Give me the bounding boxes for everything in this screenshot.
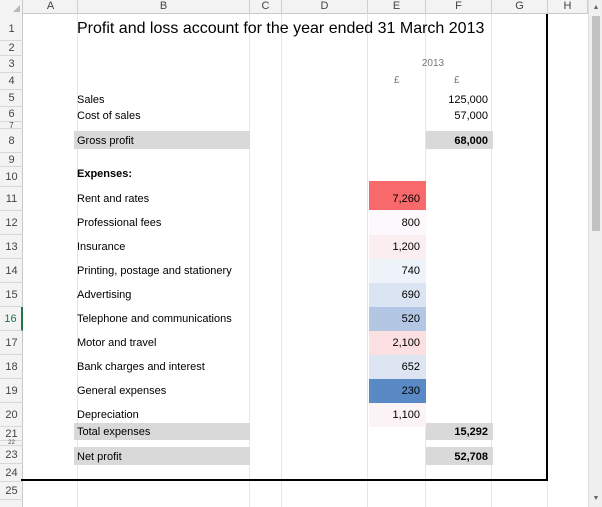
expense-value: 690 <box>401 289 420 301</box>
row-header[interactable]: 4 <box>0 73 23 90</box>
row-header[interactable]: 11 <box>0 187 23 211</box>
currency-symbol-e[interactable]: £ <box>394 75 400 86</box>
scrollbar-thumb[interactable] <box>592 16 600 231</box>
row-header[interactable]: 10 <box>0 167 23 187</box>
column-header-b[interactable]: B <box>78 0 250 14</box>
row-header[interactable]: 21 <box>0 427 23 441</box>
expense-label[interactable]: Depreciation <box>77 409 139 421</box>
total-expenses-label: Total expenses <box>77 426 151 438</box>
row-header[interactable]: 2 <box>0 41 23 56</box>
total-expenses-value: 15,292 <box>454 426 488 438</box>
row-header[interactable]: 8 <box>0 129 23 153</box>
row-header[interactable]: 18 <box>0 355 23 379</box>
vertical-scrollbar[interactable] <box>588 0 602 507</box>
expense-value: 1,200 <box>392 241 420 253</box>
column-header-a[interactable]: A <box>24 0 78 14</box>
sales-label[interactable]: Sales <box>77 94 105 106</box>
sales-value[interactable]: 125,000 <box>448 94 488 106</box>
row-header-selected[interactable]: 16 <box>0 307 23 331</box>
net-profit-label: Net profit <box>77 451 122 463</box>
row-header[interactable]: 1 <box>0 17 23 41</box>
expense-value: 2,100 <box>392 337 420 349</box>
gross-profit-value: 68,000 <box>454 135 488 147</box>
expense-value: 800 <box>401 217 420 229</box>
column-header-e[interactable]: E <box>368 0 426 14</box>
cost-of-sales-value[interactable]: 57,000 <box>454 110 488 122</box>
row-header[interactable]: 15 <box>0 283 23 307</box>
column-header-f[interactable]: F <box>426 0 492 14</box>
row-header[interactable]: 17 <box>0 331 23 355</box>
row-header[interactable]: 13 <box>0 235 23 259</box>
expense-label[interactable]: Insurance <box>77 241 126 253</box>
expense-label[interactable]: General expenses <box>77 385 167 397</box>
expense-value: 230 <box>401 385 420 397</box>
expense-label[interactable]: Printing, postage and stationery <box>77 265 232 277</box>
row-header[interactable]: 6 <box>0 107 23 122</box>
scroll-up-arrow-icon[interactable]: ▲ <box>592 4 600 11</box>
expense-label[interactable]: Advertising <box>77 289 132 301</box>
row-header[interactable]: 12 <box>0 211 23 235</box>
expense-label[interactable]: Rent and rates <box>77 193 150 205</box>
expense-value: 520 <box>401 313 420 325</box>
expense-value: 1,100 <box>392 409 420 421</box>
cost-of-sales-label[interactable]: Cost of sales <box>77 110 141 122</box>
currency-symbol-f[interactable]: £ <box>454 75 460 86</box>
expense-value: 652 <box>401 361 420 373</box>
column-header-h[interactable]: H <box>548 0 588 14</box>
expense-value: 7,260 <box>392 193 420 205</box>
row-header[interactable]: 20 <box>0 403 23 427</box>
scroll-down-arrow-icon[interactable]: ▼ <box>592 495 600 502</box>
column-header-bar <box>0 0 588 14</box>
expense-label[interactable]: Motor and travel <box>77 337 157 349</box>
select-all-corner[interactable] <box>0 0 23 14</box>
row-header[interactable]: 23 <box>0 446 23 464</box>
column-header-g[interactable]: G <box>492 0 548 14</box>
row-header[interactable]: 3 <box>0 56 23 73</box>
column-header-c[interactable]: C <box>250 0 282 14</box>
expense-label[interactable]: Bank charges and interest <box>77 361 205 373</box>
row-header[interactable]: 5 <box>0 90 23 107</box>
net-profit-value: 52,708 <box>454 451 488 463</box>
gross-profit-label: Gross profit <box>77 135 134 147</box>
row-header[interactable]: 14 <box>0 259 23 283</box>
expense-value: 740 <box>401 265 420 277</box>
row-header-bar <box>0 14 23 507</box>
row-header[interactable]: 9 <box>0 153 23 167</box>
expenses-heading[interactable]: Expenses: <box>77 168 133 180</box>
row-header[interactable]: 7 <box>0 122 23 129</box>
row-header[interactable]: 25 <box>0 482 23 500</box>
row-header[interactable]: 24 <box>0 464 23 482</box>
expense-label[interactable]: Professional fees <box>77 217 162 229</box>
column-header-d[interactable]: D <box>282 0 368 14</box>
row-header[interactable]: 19 <box>0 379 23 403</box>
year-header[interactable]: 2013 <box>421 58 445 69</box>
report-title[interactable]: Profit and loss account for the year ended 31 March 2013 <box>77 20 485 37</box>
row-header[interactable]: 22 <box>0 441 23 446</box>
expense-label[interactable]: Telephone and communications <box>77 313 232 325</box>
